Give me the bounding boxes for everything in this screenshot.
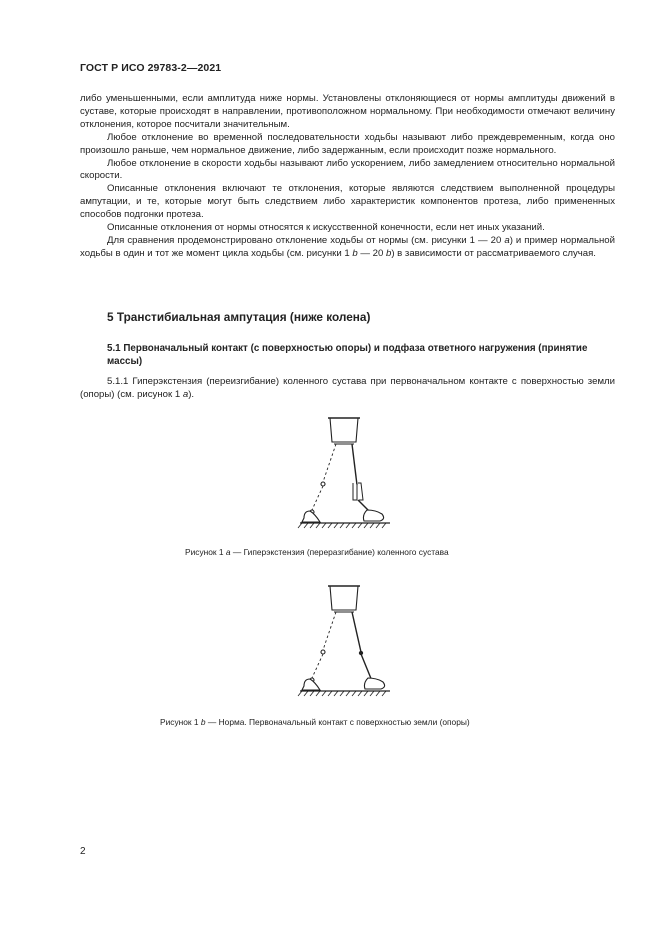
- text-run: ) и пример нормальной ходьбы в один и тот же момент цикла ходьбы (см. рисунки 1: [80, 234, 615, 259]
- figure-1a-caption: [185, 547, 449, 557]
- socket-icon: [330, 418, 358, 442]
- italic-letter: a: [504, 234, 510, 246]
- italic-letter: b: [352, 247, 358, 259]
- caption-prefix: Рисунок 1: [185, 547, 226, 557]
- text-run: Для сравнения продемонстрировано отклонение ходьбы от нормы (см. рисунки 1 — 20: [107, 234, 505, 246]
- caption-letter: a: [225, 547, 231, 557]
- subsection-heading: 5.1 Первоначальный контакт (с поверхностью опоры) и подфаза ответного нагружения (принятие массы): [107, 343, 588, 367]
- paragraph: [80, 235, 615, 261]
- figure-1b-normal-contact-illustration: [290, 578, 400, 703]
- caption-text: — Гиперэкстензия (переразгибание) коленного сустава: [230, 547, 449, 557]
- paragraph: Описанные отклонения от нормы относятся к искусственной конечности, если нет иных указаний.: [107, 222, 545, 234]
- running-header: ГОСТ Р ИСО 29783-2—2021: [80, 62, 222, 74]
- figure-1b-caption: [160, 717, 470, 727]
- socket-icon: [330, 586, 358, 610]
- section-heading: 5 Транстибиальная ампутация (ниже колена): [107, 310, 371, 324]
- body-text-block: [80, 93, 615, 261]
- paragraph: Любое отклонение во временной последовательности ходьбы называют либо преждевременным, когда оно произошло раньше, чем нормальное движение, либо задержанным, если происходит позже нормального.: [80, 131, 615, 156]
- caption-text: — Норма. Первоначальный контакт с поверхностью земли (опоры): [205, 717, 470, 727]
- paragraph: Любое отклонение в скорости ходьбы называют либо ускорением, либо замедлением относительно нормальной скорости.: [80, 157, 615, 182]
- text-run: ) в зависимости от рассматриваемого случая.: [391, 247, 596, 259]
- paragraph: либо уменьшенными, если амплитуда ниже нормы. Установлены отклоняющиеся от нормы амплитуды движений в суставе, которые происходят в направлении, противоположном нормальному. При необходимости отмечают величину отклонения, которое посчитали значительным.: [80, 93, 615, 130]
- text-run: ).: [188, 388, 195, 400]
- page-number: 2: [80, 846, 86, 857]
- text-run: — 20: [357, 247, 386, 259]
- italic-letter: a: [182, 388, 189, 400]
- paragraph-5-1-1: [80, 376, 615, 402]
- text-run: 5.1.1 Гиперэкстензия (переизгибание) коленного сустава при первоначальном контакте с поверхностью земли (опоры) (см. рисунок 1: [80, 376, 615, 400]
- italic-letter: b: [385, 247, 392, 259]
- figure-1a-hyperextension-illustration: [290, 410, 400, 535]
- caption-letter: b: [200, 717, 206, 727]
- caption-prefix: Рисунок 1: [160, 717, 201, 727]
- paragraph: [80, 376, 615, 402]
- paragraph: Описанные отклонения включают те отклонения, которые являются следствием выполненной процедуры ампутации, и те, которые могут быть следствием либо характеристик компонентов протеза, либо примененных способов подгонки протеза.: [80, 183, 615, 221]
